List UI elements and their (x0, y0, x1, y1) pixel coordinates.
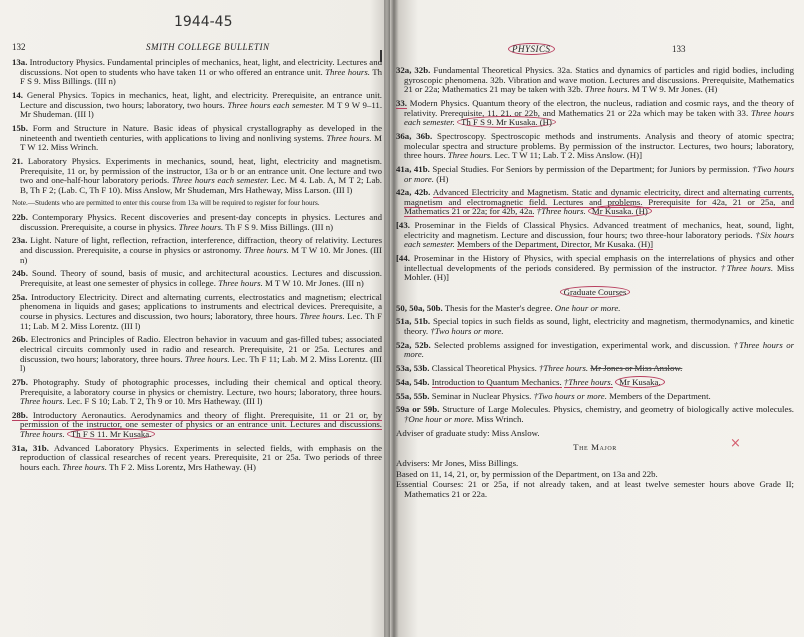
course-hours: One hour or more. (554, 302, 621, 313)
graduate-entry (396, 364, 794, 374)
course-number: 24b. (12, 268, 28, 279)
course-schedule: Lec. Th F 11; Lab. M 2. Miss Lorentz. (III l) (20, 310, 383, 331)
course-schedule: M T W 10. Mr Jones. (III n) (264, 278, 364, 288)
major-based-on: Based on 11, 14, 21, or, by permission of the Department, on 13a and 22b. (396, 468, 658, 479)
course-hours: Three hours. (184, 353, 230, 364)
course-number: 32a, 32b. (396, 65, 431, 75)
course-entry (12, 124, 382, 153)
left-page-number: 132 (12, 42, 26, 52)
course-text: Introductory Aeronautics. Aerodynamics and theory of flight. Prerequisite, 11 or 21 or, by permission of the instructor, one semester of physics or an entrance unit. Lectures and discussions. (20, 409, 382, 430)
course-entry (12, 335, 382, 373)
course-number: 51a, 51b. (396, 316, 431, 327)
right-page-number: 133 (672, 44, 686, 54)
course-entry (12, 293, 382, 331)
course-schedule-circled: Th F S 9. Mr Kusaka. (H) (457, 116, 556, 128)
course-hours: Three hours. (243, 245, 289, 256)
course-text: Proseminar in the History of Physics, with special emphasis on the interrelations of physics and other intellectual developments of the periods considered. By permission of the instructor. (404, 253, 795, 273)
course-hours: Three hours. (326, 132, 372, 143)
course-entry-aeronautics (12, 411, 382, 440)
left-page (0, 0, 390, 637)
course-number: 13a. (12, 57, 28, 67)
course-text: Introduction to Quantum Mechanics. (431, 376, 562, 387)
course-schedule-circled: Mr Kusaka. (H) (588, 205, 652, 217)
course-number: 50, 50a, 50b. (396, 302, 443, 313)
course-text: Introductory Electricity. Direct and alternating currents, electrostatics and magnetism; electrical phenomena in liquids and gases; applications to instruments and electrical devices. Prerequisite, a course in physics. Lectures and discussion, two hours; laboratory, three hours. (20, 291, 382, 321)
course-schedule: Lec. T W 11; Lab. T 2. Miss Anslow. (H)] (494, 150, 643, 161)
course-schedule: M T W 10. Mr Jones. (III n) (20, 245, 383, 265)
course-hours: Three hours. (325, 66, 370, 77)
course-hours: Three hours. (299, 310, 345, 321)
course-text: Introductory Physics. Fundamental principles of mechanics, heat, light, and electricity. Lectures and discussions. Not open to students who have taken 11 or who offered an entrance unit. (20, 57, 382, 77)
course-entry (12, 444, 382, 473)
left-course-list (12, 58, 382, 477)
course-number: 59a or 59b. (396, 404, 440, 415)
course-number: 15b. (12, 122, 28, 133)
registration-note: Note.—Students who are permitted to enter this course from 13a will be required to register for four hours. (12, 199, 320, 208)
course-hours: †One hour or more. (404, 414, 475, 425)
course-entry (12, 236, 382, 265)
course-hours: †Six hours each semester. (404, 229, 794, 250)
course-schedule: M T 9 W 9–11. Mr Shudeman. (III l) (20, 99, 383, 120)
course-text: Structure of Large Molecules. Physics, chemistry, and geometry of biologically active molecules. (442, 404, 794, 415)
course-text: Modern Physics. Quantum theory of the electron, the nucleus, radiation and cosmic rays, and the theory of relativity. Prerequisite, 11, 21, or 22b, and Mathematics 21 or 22a which may be taken with 33. (404, 97, 794, 118)
course-text: Advanced Electricity and Magnetism. Static and dynamic electricity, direct and alternating currents, magnetism and electromagnetic field. Lectures and problems. Prerequisite for 42a, 21 or 25a, and Mathematics 21 or 22a; for 42b, 42a. (404, 187, 794, 217)
course-hours: †Three hours. (536, 206, 586, 217)
course-number: 53a, 53b. (396, 363, 430, 374)
course-entry (12, 269, 382, 288)
course-entry (12, 378, 382, 407)
course-entry (396, 188, 794, 217)
course-hours: Three hours each semester. (227, 99, 325, 110)
course-entry (396, 66, 794, 95)
course-number: [44. (396, 253, 410, 264)
course-schedule: Lec. Th F 11; Lab. M 2. Miss Lorentz. (III l) (20, 353, 382, 374)
course-hours: †Two hours or more. (404, 163, 794, 184)
course-hours: Three hours. (178, 221, 224, 232)
course-entry (12, 91, 382, 120)
graduate-heading: Graduate Courses (396, 288, 794, 298)
graduate-adviser: Adviser of graduate study: Miss Anslow. (396, 427, 540, 438)
right-page (386, 0, 804, 637)
course-entry (12, 58, 382, 87)
course-hours: †Two hours or more. (430, 325, 504, 336)
course-schedule-circled: Mr Kusaka. (615, 376, 665, 388)
course-number: 33. (396, 97, 407, 108)
course-text: Classical Theoretical Physics. (431, 363, 537, 374)
course-hours: Three hours. (218, 278, 263, 288)
course-schedule: Lec. F S 10; Lab. T 2, Th 9 or 10. Mrs Hatheway. (III l) (66, 396, 263, 407)
course-text: Thesis for the Master's degree. (444, 302, 553, 313)
course-text: Fundamental Theoretical Physics. 32a. Statics and dynamics of particles and rigid bodies, including gyroscopic phenomena. 32b. Vibration and wave motion. Lectures and discussions. Prerequisite, Mathematics 21 or 22a; Mathematics 21 may be taken with 32b. (404, 65, 795, 95)
course-number: 31a, 31b. (12, 442, 49, 453)
course-schedule-circled: Th F S 11. Mr Kusaka. (67, 428, 156, 440)
course-entry (396, 132, 794, 161)
course-hours: †Three hours or more. (404, 339, 795, 360)
course-text: Form and Structure in Nature. Basic ideas of physical crystallography as developed in the nineteenth and twentieth centuries, with applications to living and nonliving systems. (20, 122, 382, 143)
course-schedule: Members of the Department, Director, Mr Kusaka. (H)] (457, 239, 654, 250)
course-text: Proseminar in the Fields of Classical Physics. Advanced treatment of mechanics, heat, sound, light, electricity and magnetism. Lecture and discussion, four hours; two three-hour laboratory periods. (404, 220, 794, 240)
course-schedule: Lec. M 4. Lab. A, M T 2; Lab. B, Th F 2; (Lab. C, Th F 10). Miss Anslow, Mr Shudeman, Mrs Hatheway, Miss Larson. (III l) (20, 175, 383, 195)
course-number: [43. (396, 220, 410, 231)
course-hours: Three hours each semester. (171, 175, 269, 186)
course-entry (396, 165, 794, 184)
running-head: SMITH COLLEGE BULLETIN (146, 42, 270, 52)
major-heading: The Major (573, 442, 617, 453)
course-hours: †Three hours. (539, 363, 589, 374)
course-text: Special Studies. For Seniors by permission of the Department; for Juniors by permission. (432, 163, 750, 174)
course-number: 42a, 42b. (396, 187, 431, 198)
course-schedule: M T W 12. Miss Wrinch. (20, 132, 382, 153)
course-number: 27b. (12, 376, 28, 387)
course-schedule: Th F S 9. Miss Billings. (III n) (225, 221, 334, 232)
course-hours: †Two hours or more. (533, 390, 607, 401)
handwritten-year: 1944-45 (174, 14, 233, 30)
course-text: Selected problems assigned for investigation, experimental work, and discussion. (434, 339, 731, 350)
course-text: Special topics in such fields as sound, light, electricity and magnetism, thermodynamics, and kinetic theory. (404, 316, 794, 336)
course-hours: Three hours. (447, 150, 493, 161)
course-text: Contemporary Physics. Recent discoveries and present-day concepts in physics. Lectures and discussion. Prerequisite, a course in physics. (20, 212, 382, 232)
course-text: Spectroscopy. Spectroscopic methods and instruments. Analysis and theory of atomic spectra; molecular spectra and structure problems. By permission of the instructor. Lectures, two hours; laboratory, three hours. (404, 130, 795, 161)
course-text: Electronics and Principles of Radio. Electron behavior in vacuum and gas-filled tubes; associated electrical circuits commonly used in radio and research. Prerequisite, 21 or 25a. Lectures and discussion, two hours; laboratory, three hours. (20, 334, 382, 364)
course-number: 52a, 52b. (396, 339, 431, 350)
course-number: 22b. (12, 212, 28, 223)
course-text: Laboratory Physics. Experiments in mechanics, sound, heat, light, electricity and magnetism. Prerequisite, 11 or, by permission of the instructor, 13a or b or an entrance unit. One lecture and two two and one-half-hour laboratory periods. (20, 155, 382, 186)
course-hours: Three hours. (585, 84, 630, 95)
course-text: Light. Nature of light, reflection, refraction, interference, diffraction, theory of relativity. Lectures and discussion. Prerequisite, a course in physics or astronomy. (20, 235, 382, 256)
graduate-entry (396, 341, 794, 360)
course-hours: Three hours. (62, 462, 107, 473)
course-hours: Three hours each semester. (404, 107, 794, 128)
graduate-entry (396, 317, 794, 336)
course-schedule: Miss Wrinch. (476, 414, 524, 425)
department-head: PHYSICS (508, 44, 555, 54)
course-hours: †Three hours. (720, 262, 774, 273)
course-text: Seminar in Nuclear Physics. (431, 390, 532, 401)
graduate-entry (396, 378, 794, 388)
course-text: General Physics. Topics in mechanics, heat, light, and electricity. Prerequisite, an entrance unit. Lecture and discussion, two hours; laboratory, two hours. (20, 89, 383, 110)
course-number: 36a, 36b. (396, 130, 433, 141)
red-x-mark: × (730, 436, 741, 451)
course-schedule: M T W 9. Mr Jones. (H) (631, 84, 718, 95)
course-schedule: (H) (436, 173, 449, 184)
course-entry (12, 157, 382, 195)
major-advisers: Advisers: Mr Jones, Miss Billings. (396, 458, 519, 469)
course-hours: †Three hours. (563, 376, 613, 387)
course-number: 55a, 55b. (396, 390, 430, 401)
course-text: Sound. Theory of sound, basis of music, and architectural acoustics. Lectures and discussion. Prerequisite, at least one semester of physics in college. (20, 268, 382, 288)
course-number: 25a. (12, 291, 28, 302)
graduate-entry (396, 405, 794, 424)
course-schedule: Members of the Department. (609, 390, 711, 401)
major-essential-courses: Essential Courses: 21 or 25a, if not already taken, and at least twelve semester hours above Grade II; Mathematics 21 or 22a. (396, 479, 794, 499)
course-number: 41a, 41b. (396, 163, 430, 174)
course-number: 54a, 54b. (396, 376, 430, 387)
course-hours: Three hours. (20, 429, 65, 440)
course-hours: Three hours. (20, 396, 65, 407)
course-entry (396, 254, 794, 283)
course-number: 14. (12, 89, 23, 100)
graduate-entry (396, 304, 794, 314)
course-number: 23a. (12, 235, 28, 246)
course-entry (12, 213, 382, 232)
course-schedule: Th F 2. Miss Lorentz, Mrs Hatheway. (H) (108, 462, 256, 473)
course-number: 28b. (12, 409, 28, 420)
course-text: Photography. Study of photographic processes, including their chemical and optical theory. Prerequisite, a laboratory course in physics or chemistry. Lecture, two hours; laboratory, three hours. (20, 376, 382, 397)
course-schedule: Mr Jones or Miss Anslow. (590, 363, 683, 374)
course-text: Advanced Laboratory Physics. Experiments in selected fields, with emphasis on the reproduction of classical researches of recent years. Prerequisite, 21 or 25a. Two periods of three hours each. (20, 442, 383, 473)
course-schedule: Th F S 9. Miss Billings. (III n) (20, 66, 383, 87)
course-number: 26b. (12, 334, 28, 345)
course-entry (396, 221, 794, 250)
graduate-entry (396, 392, 794, 402)
course-number: 21. (12, 155, 23, 166)
course-schedule: Miss Mohler. (H)] (404, 262, 794, 283)
course-entry (396, 99, 794, 128)
ink-mark (380, 50, 382, 62)
